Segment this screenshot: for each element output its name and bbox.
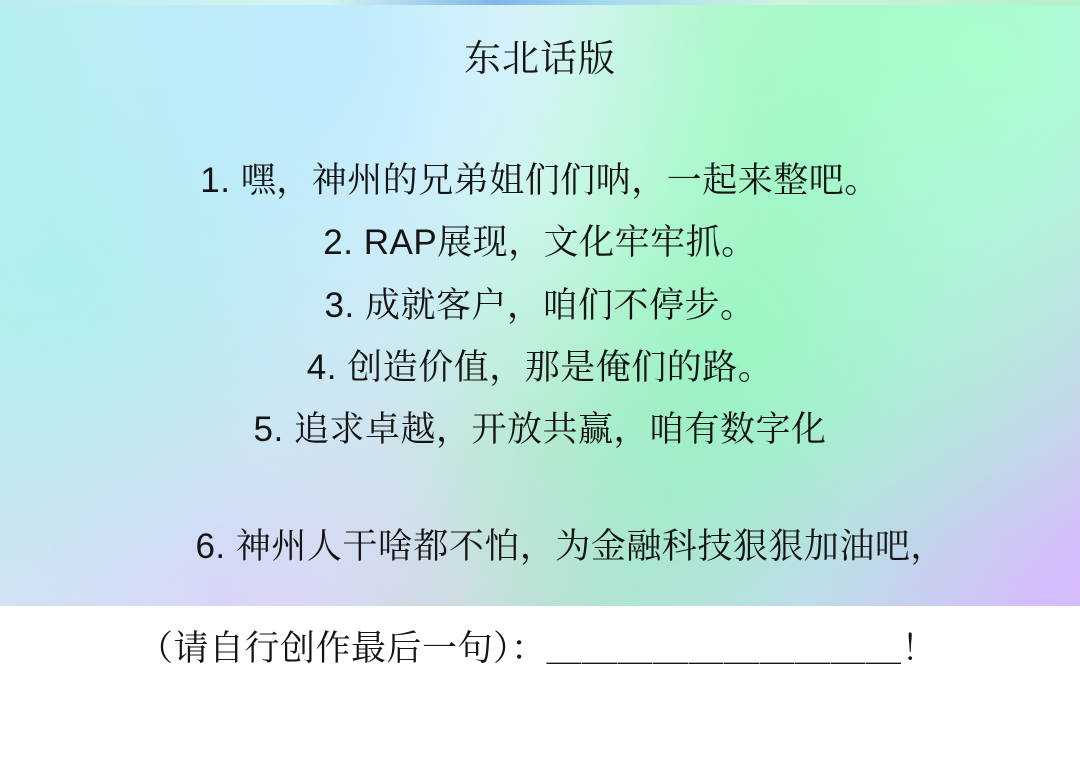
list-item: 2. RAP展现，文化牢牢抓。	[323, 223, 757, 263]
list-item: 1. 嘿，神州的兄弟姐们们呐，一起来整吧。	[200, 161, 880, 200]
list-item: 4. 创造价值，那是俺们的路。	[306, 347, 774, 387]
list-item-last	[0, 471, 1080, 776]
list-item: 3. 成就客户，咱们不停步。	[324, 285, 756, 325]
page-title: 东北话版	[464, 38, 616, 79]
last-line-main: 6. 神州人干啥都不怕，为金融科技狠狠加油吧，	[195, 527, 946, 567]
fill-in-blank-prompt: （请自行创作最后一句）：＿＿＿＿＿＿＿＿＿＿！	[138, 628, 938, 668]
lyrics-list	[0, 150, 1080, 776]
list-item: 5. 追求卓越，开放共赢，咱有数字化	[253, 410, 827, 450]
